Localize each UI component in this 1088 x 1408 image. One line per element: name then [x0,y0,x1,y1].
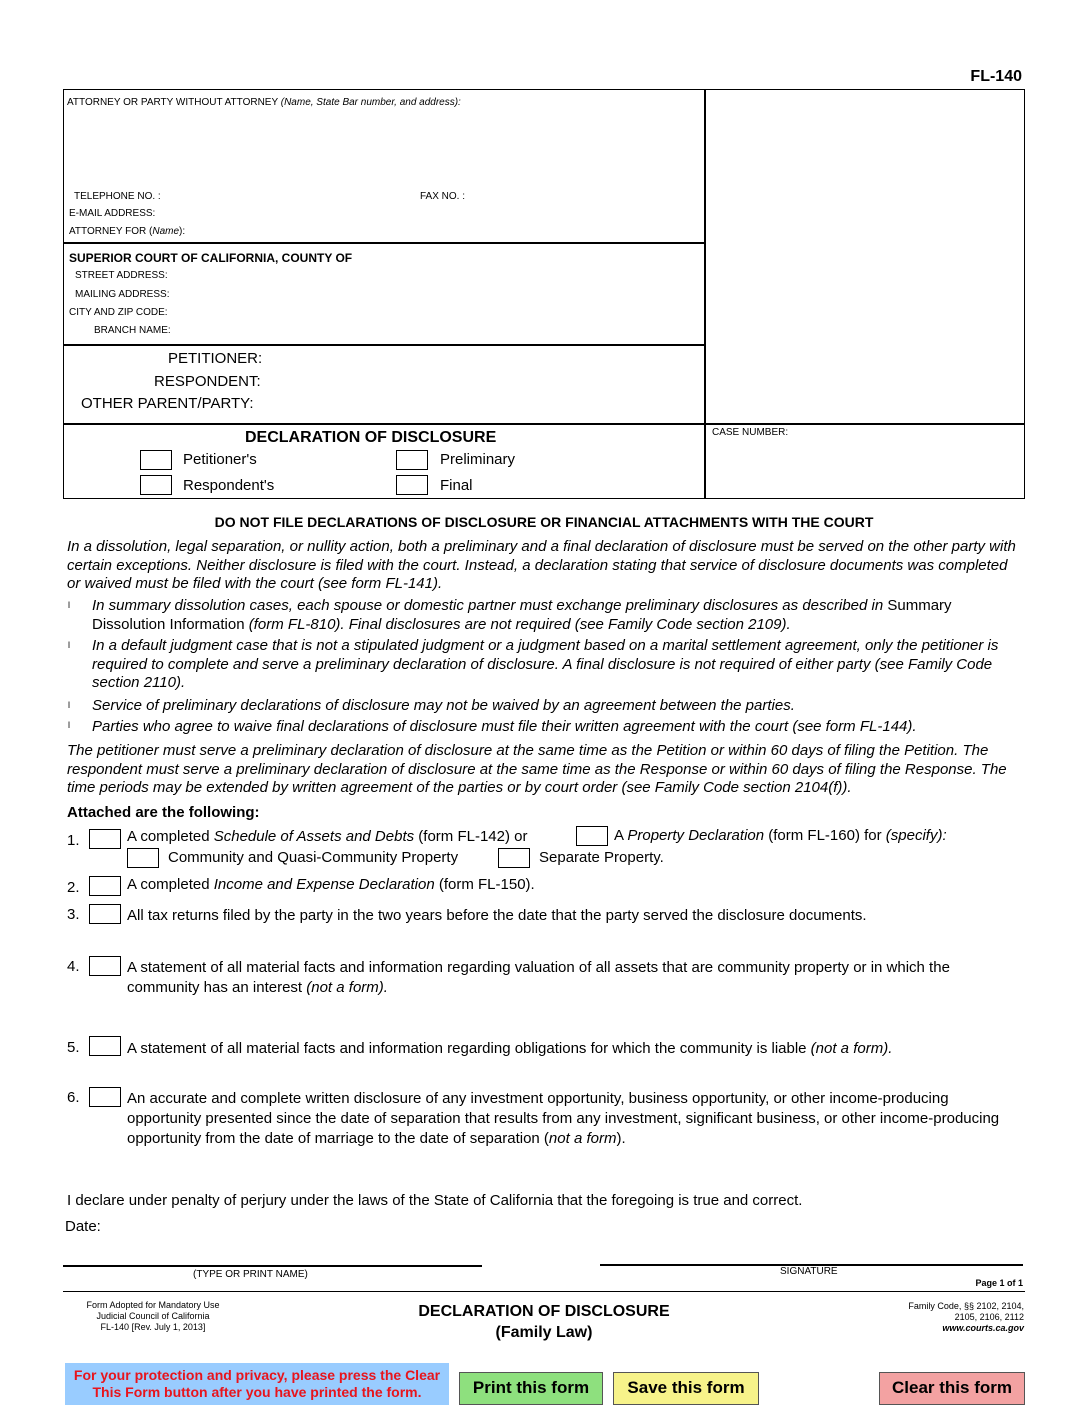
instructions-bullet-2: In a default judgment case that is not a stipulated judgment or a judgment based on a marital settlement agreement, only the petitioner is required to complete and serve a preliminary declaration of disclosure. A final disclosure is not required of either party (see Family Code section 2110). [92,637,999,691]
final-checkbox[interactable] [396,475,428,495]
telephone-label: TELEPHONE NO. : [74,191,161,202]
caption-divider-3 [63,423,1025,425]
instructions-closing: The petitioner must serve a preliminary declaration of disclosure at the same time as the Petition or within 60 days of filing the Petition. The respondent must serve a preliminary declaration of disclosure at the same time as the Response or within 60 days of filing the Response. The time periods may be extended by written agreement of the parties or by court order (see Family Code section 2104(f)). [67,742,1007,796]
item-6-checkbox[interactable] [89,1087,121,1107]
bullet-1: l [68,600,70,610]
item-1-property-text: A Property Declaration (form FL-160) for (specify): [614,827,947,844]
item-2-number: 2. [67,879,80,896]
item-6-number: 6. [67,1089,80,1106]
item-2-text: A completed Income and Expense Declaration (form FL-150). [127,876,535,893]
type-print-name-label: (TYPE OR PRINT NAME) [193,1269,308,1280]
case-number-label: CASE NUMBER: [712,427,789,438]
form-number: FL-140 [970,68,1022,85]
branch-name-label: BRANCH NAME: [94,325,171,336]
attached-heading: Attached are the following: [67,804,260,821]
signature-label: SIGNATURE [780,1266,838,1277]
fax-label: FAX NO. : [420,191,466,202]
petitioners-checkbox[interactable] [140,450,172,470]
preliminary-checkbox[interactable] [396,450,428,470]
footer-adopted: Form Adopted for Mandatory Use Judicial Council of California FL-140 [Rev. July 1, 2013] [86,1300,220,1332]
footer-website: www.courts.ca.gov [942,1323,1024,1333]
bullet-3: l [68,700,70,710]
community-property-label: Community and Quasi-Community Property [168,849,459,866]
item-5-number: 5. [67,1039,80,1056]
other-party-label: OTHER PARENT/PARTY: [81,395,254,412]
court-title: SUPERIOR COURT OF CALIFORNIA, COUNTY OF [69,251,353,265]
name-signature-line [63,1265,482,1267]
instructions-heading: DO NOT FILE DECLARATIONS OF DISCLOSURE OR FINANCIAL ATTACHMENTS WITH THE COURT [214,514,874,530]
petitioner-label: PETITIONER: [168,350,263,367]
item-3-checkbox[interactable] [89,904,121,924]
email-label: E-MAIL ADDRESS: [69,208,156,219]
mailing-address-label: MAILING ADDRESS: [75,289,170,300]
instructions-bullet-4: Parties who agree to waive final declarations of disclosure must file their written agreement with the court (see form FL-144). [92,718,917,735]
item-4-text: A statement of all material facts and information regarding valuation of all assets that are community property or in which the community has an interest (not a form). [127,959,950,996]
instructions-bullet-1: In summary dissolution cases, each spouse or domestic partner must exchange preliminary disclosures as described in Summary Dissolution Information (form FL-810). Final disclosures are not required (see Family Code section 2109). [92,597,952,633]
perjury-statement: I declare under penalty of perjury under the laws of the State of California that the foregoing is true and correct. [67,1192,803,1209]
declaration-title: DECLARATION OF DISCLOSURE [245,429,497,446]
clear-form-button[interactable]: Clear this form [879,1372,1025,1405]
preliminary-label: Preliminary [440,451,516,468]
caption-divider-1 [63,242,705,244]
date-label: Date: [65,1218,101,1235]
item-4-number: 4. [67,958,80,975]
item-3-text: All tax returns filed by the party in the two years before the date that the party served the disclosure documents. [127,907,867,924]
respondent-label: RESPONDENT: [154,373,261,390]
final-label: Final [440,477,473,494]
city-zip-label: CITY AND ZIP CODE: [69,307,168,318]
page-label: Page 1 of 1 [975,1278,1023,1288]
save-form-button[interactable]: Save this form [613,1372,759,1405]
item-2-checkbox[interactable] [89,876,121,896]
print-form-button[interactable]: Print this form [459,1372,603,1405]
item-5-checkbox[interactable] [89,1036,121,1056]
footer-code-citation: Family Code, §§ 2102, 2104, 2105, 2106, 2112 www.courts.ca.gov [908,1301,1024,1333]
footer-rule [63,1291,1025,1292]
item-6-text: An accurate and complete written disclosure of any investment opportunity, business opportunity, or other income-producing opportunity presented since the date of separation that results from any investment, significant business, or other income-producing opportunity from the date of marriage to the date of separation (not a form). [127,1090,1000,1147]
instructions-bullet-3: Service of preliminary declarations of disclosure may not be waived by an agreement between the parties. [92,697,795,714]
bullet-4: l [68,720,70,730]
bullet-2: l [68,640,70,650]
instructions-intro: In a dissolution, legal separation, or nullity action, both a preliminary and a final declaration of disclosure must be served on the other party with certain exceptions. Neither disclosure is filed with the court. Instead, a declaration stating that service of disclosure documents was completed or waived must be filed with the court (see form FL-141). [67,538,1016,592]
community-property-checkbox[interactable] [127,848,159,868]
item-1-number: 1. [67,832,80,849]
separate-property-label: Separate Property. [539,849,664,866]
street-address-label: STREET ADDRESS: [75,270,168,281]
respondents-checkbox[interactable] [140,475,172,495]
item-5-text: A statement of all material facts and information regarding obligations for which the community is liable (not a form). [127,1040,893,1057]
respondents-label: Respondent's [183,477,275,494]
footer-subtitle: (Family Law) [495,1324,593,1341]
caption-divider-vertical [704,89,706,499]
item-1-schedule-text: A completed Schedule of Assets and Debts (form FL-142) or [127,828,528,845]
attorney-label: ATTORNEY OR PARTY WITHOUT ATTORNEY (Name, State Bar number, and address): [67,97,461,108]
item-1-property-checkbox[interactable] [576,826,608,846]
caption-box [63,89,1025,499]
separate-property-checkbox[interactable] [498,848,530,868]
privacy-notice: For your protection and privacy, please press the Clear This Form button after you have printed the form. [65,1363,449,1405]
caption-divider-2 [63,344,705,346]
item-1-schedule-checkbox[interactable] [89,829,121,849]
footer-title: DECLARATION OF DISCLOSURE [418,1303,670,1320]
item-4-checkbox[interactable] [89,956,121,976]
item-3-number: 3. [67,906,80,923]
petitioners-label: Petitioner's [183,451,257,468]
attorney-for-label: ATTORNEY FOR (Name): [69,226,186,237]
